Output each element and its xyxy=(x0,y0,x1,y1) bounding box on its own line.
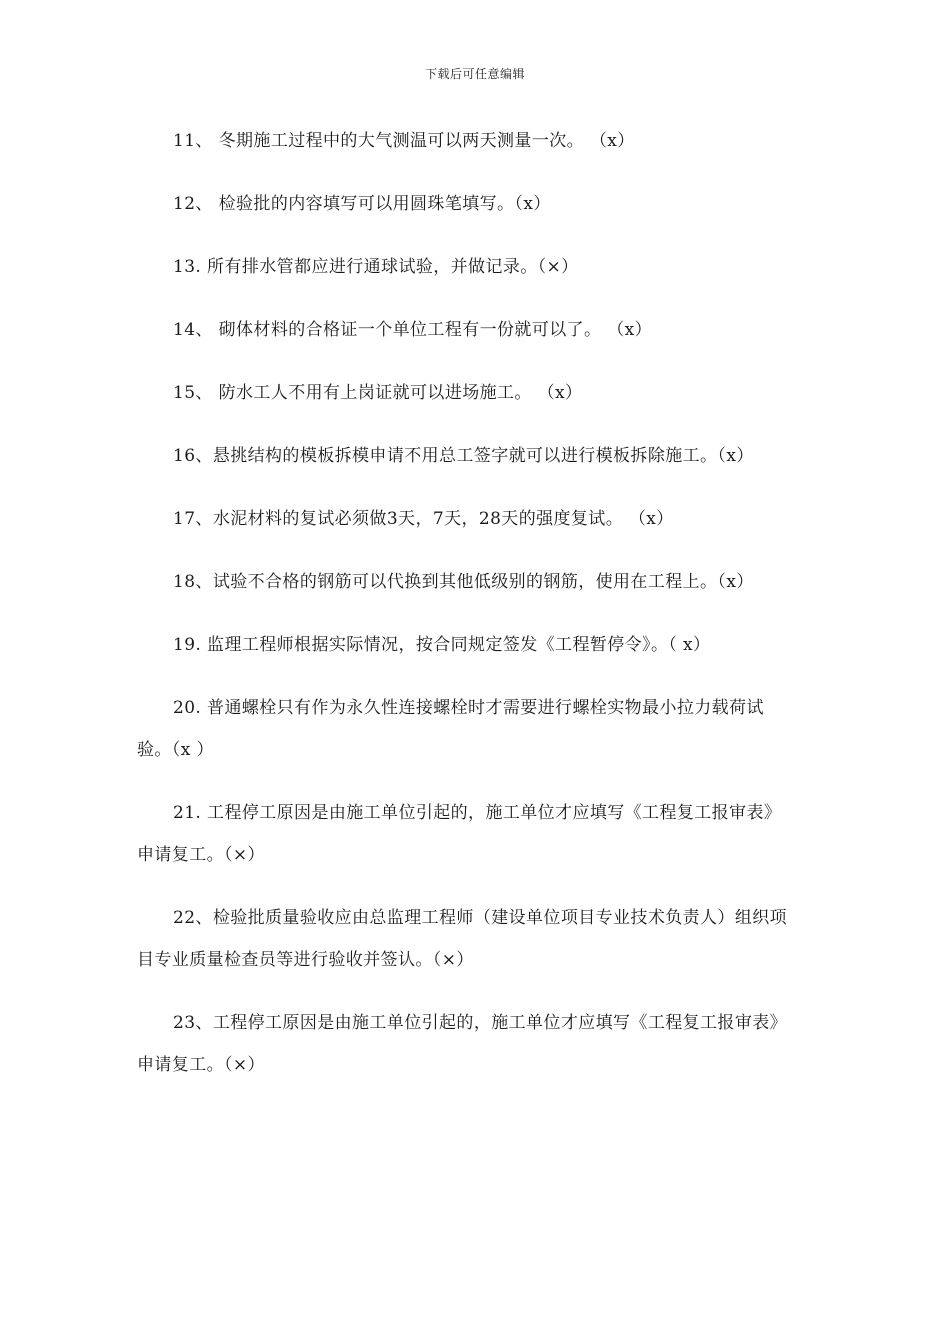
list-item: 11、 冬期施工过程中的大气测温可以两天测量一次。 （x） xyxy=(173,131,635,151)
list-item: 21. 工程停工原因是由施工单位引起的，施工单位才应填写《工程复工报审表》申请复工。（×） xyxy=(137,803,782,865)
list-item: 23、工程停工原因是由施工单位引起的，施工单位才应填写《工程复工报审表》申请复工。（×） xyxy=(137,1013,788,1075)
page-header: 下载后可任意编辑 xyxy=(424,67,525,81)
list-item: 17、水泥材料的复试必须做3天，7天，28天的强度复试。 （x） xyxy=(173,509,674,529)
list-item: 18、试验不合格的钢筋可以代换到其他低级别的钢筋，使用在工程上。（x） xyxy=(173,572,754,592)
list-item: 12、 检验批的内容填写可以用圆珠笔填写。（x） xyxy=(173,194,551,214)
list-item: 20. 普通螺栓只有作为永久性连接螺栓时才需要进行螺栓实物最小拉力载荷试验。（x ） xyxy=(137,698,764,760)
question-list xyxy=(137,120,792,1107)
list-item: 22、检验批质量验收应由总监理工程师（建设单位项目专业技术负责人）组织项目专业质量检查员等进行验收并签认。（×） xyxy=(137,908,788,970)
list-item: 16、悬挑结构的模板拆模申请不用总工签字就可以进行模板拆除施工。（x） xyxy=(173,446,754,466)
list-item: 15、 防水工人不用有上岗证就可以进场施工。 （x） xyxy=(173,383,583,403)
list-item: 14、 砌体材料的合格证一个单位工程有一份就可以了。 （x） xyxy=(173,320,653,340)
list-item: 19. 监理工程师根据实际情况，按合同规定签发《工程暂停令》。（ x） xyxy=(173,635,711,655)
list-item: 13. 所有排水管都应进行通球试验，并做记录。（×） xyxy=(173,257,579,277)
